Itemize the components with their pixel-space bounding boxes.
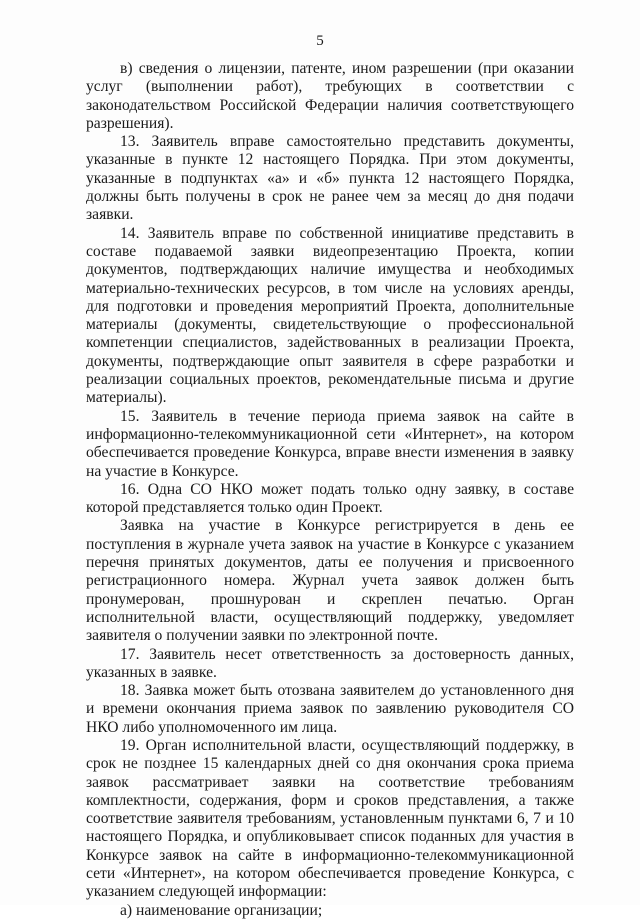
paragraph-item-19: 19. Орган исполнительной власти, осуществляющий поддержку, в срок не позднее 15 календарных дней со дня окончания срока приема заявок рассматривает заявки на соответствие требованиям комплектности, содержания, форм и сроков представления, а также соответствие заявителя требованиям, установленным пунктами 6, 7 и 10 настоящего Порядка, и опубликовывает список поданных для участия в Конкурсе заявок на сайте в информационно-телекоммуникационной сети «Интернет», на котором обеспечивается проведение Конкурса, с указанием следующей информации: bbox=[86, 736, 574, 901]
paragraph-registration: Заявка на участие в Конкурсе регистрируется в день ее поступления в журнале учета заявок на участие в Конкурсе с указанием перечня принятых документов, даты ее получения и присвоенного регистрационного номера. Журнал учета заявок должен быть пронумерован, прошнурован и скреплен печатью. Орган исполнительной власти, осуществляющий поддержку, уведомляет заявителя о получении заявки по электронной почте. bbox=[86, 517, 574, 645]
paragraph-license-info: в) сведения о лицензии, патенте, ином разрешении (при оказании услуг (выполнении работ), требующих в соответствии с законодательством Российской Федерации наличия соответствующего разрешения). bbox=[86, 60, 574, 132]
paragraph-item-14: 14. Заявитель вправе по собственной инициативе представить в составе подаваемой заявки видеопрезентацию Проекта, копии документов, подтверждающих наличие имущества и необходимых материально-технических ресурсов, в том числе на условиях аренды, для подготовки и проведения мероприятий Проекта, дополнительные материалы (документы, свидетельствующие о профессиональной компетенции специалистов, задействованных в реализации Проекта, документы, подтверждающие опыт заявителя в сфере разработки и реализации социальных проектов, рекомендательные письма и другие материалы). bbox=[86, 224, 574, 407]
page-number: 5 bbox=[316, 33, 324, 49]
paragraph-item-15: 15. Заявитель в течение периода приема заявок на сайте в информационно-телекоммуникационной сети «Интернет», на котором обеспечивается проведение Конкурса, вправе внести изменения в заявку на участие в Конкурсе. bbox=[86, 407, 574, 480]
paragraph-item-18: 18. Заявка может быть отозвана заявителем до установленного дня и времени окончания приема заявок по заявлению руководителя СО НКО либо уполномоченного им лица. bbox=[86, 682, 574, 736]
document-body bbox=[86, 60, 574, 920]
paragraph-item-13: 13. Заявитель вправе самостоятельно представить документы, указанные в пункте 12 настоящего Порядка. При этом документы, указанные в подпунктах «а» и «б» пункта 12 настоящего Порядка, должны быть получены в срок не ранее чем за месяц до дня подачи заявки. bbox=[86, 133, 574, 224]
paragraph-item-16: 16. Одна СО НКО может подать только одну заявку, в составе которой представляется только один Проект. bbox=[86, 480, 574, 517]
paragraph-subitem-a: а) наименование организации; bbox=[120, 901, 323, 919]
paragraph-item-17: 17. Заявитель несет ответственность за достоверность данных, указанных в заявке. bbox=[86, 645, 574, 681]
